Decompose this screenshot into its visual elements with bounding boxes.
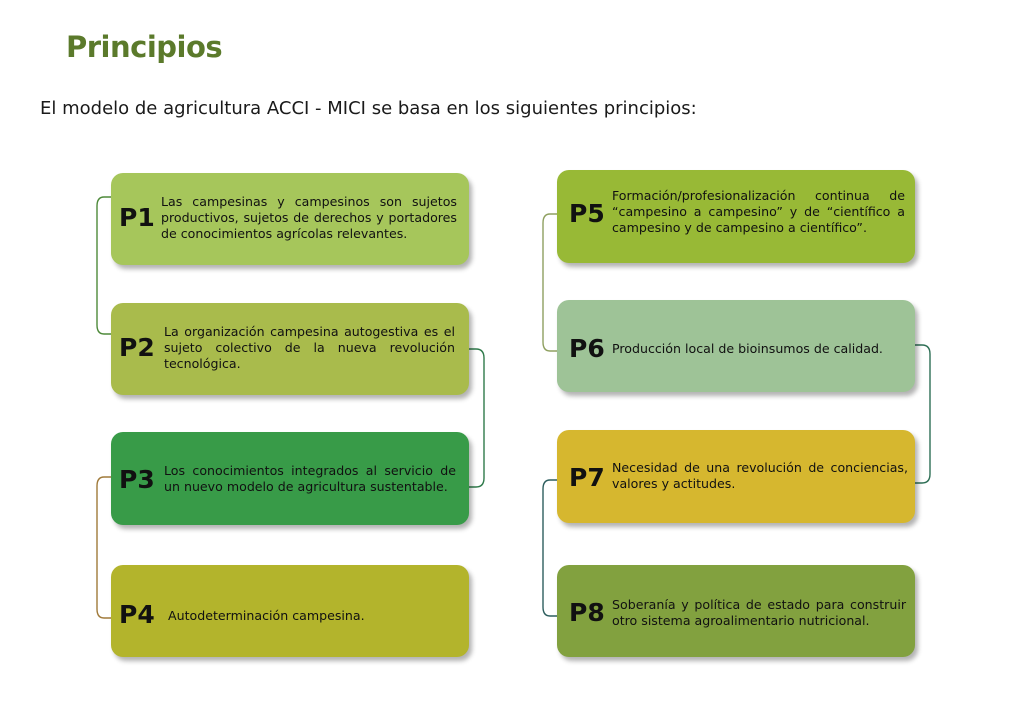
principle-code: P1 <box>119 203 155 232</box>
connector-p1-p2 <box>97 197 111 334</box>
principle-text: Necesidad de una revolución de conciencias, valores y actitudes. <box>612 460 908 491</box>
connector-p3-p4 <box>97 477 111 618</box>
principle-text: Producción local de bioinsumos de calidad. <box>612 341 883 356</box>
principle-code: P5 <box>569 199 605 228</box>
principle-code: P8 <box>569 598 605 627</box>
principle-text: Las campesinas y campesinos son sujetos productivos, sujetos de derechos y portadores de conocimientos agrícolas relevantes. <box>161 194 457 241</box>
connector-p5-p6 <box>543 214 557 351</box>
principle-text: La organización campesina autogestiva es el sujeto colectivo de la nueva revolución tecnológica. <box>164 324 455 371</box>
principle-code: P7 <box>569 463 605 492</box>
principle-text: Soberanía y política de estado para construir otro sistema agroalimentario nutricional. <box>612 597 906 628</box>
principle-code: P3 <box>119 465 155 494</box>
principle-card-p4 <box>111 565 469 657</box>
connector-p7-p8 <box>543 480 557 616</box>
principle-code: P2 <box>119 333 155 362</box>
page-title: Principios <box>66 30 223 64</box>
principle-text: Formación/profesionalización continua de “campesino a campesino” y de “científico a campesino y de campesino a científico”. <box>612 188 905 235</box>
connector-p6-p7 <box>915 345 930 483</box>
principle-code: P6 <box>569 334 605 363</box>
principle-card-p3 <box>111 432 469 525</box>
principle-text: Los conocimientos integrados al servicio de un nuevo modelo de agricultura sustentable. <box>164 463 456 494</box>
principle-text: Autodeterminación campesina. <box>168 608 365 623</box>
principle-card-p1 <box>111 173 469 265</box>
principle-card-p6 <box>557 300 915 392</box>
page-subtitle: El modelo de agricultura ACCI - MICI se basa en los siguientes principios: <box>40 98 697 119</box>
principle-card-p5 <box>557 170 915 263</box>
principle-card-p2 <box>111 303 469 395</box>
connector-p2-p3 <box>469 349 484 487</box>
principle-card-p7 <box>557 430 915 523</box>
principle-code: P4 <box>119 600 155 629</box>
principle-card-p8 <box>557 565 915 657</box>
